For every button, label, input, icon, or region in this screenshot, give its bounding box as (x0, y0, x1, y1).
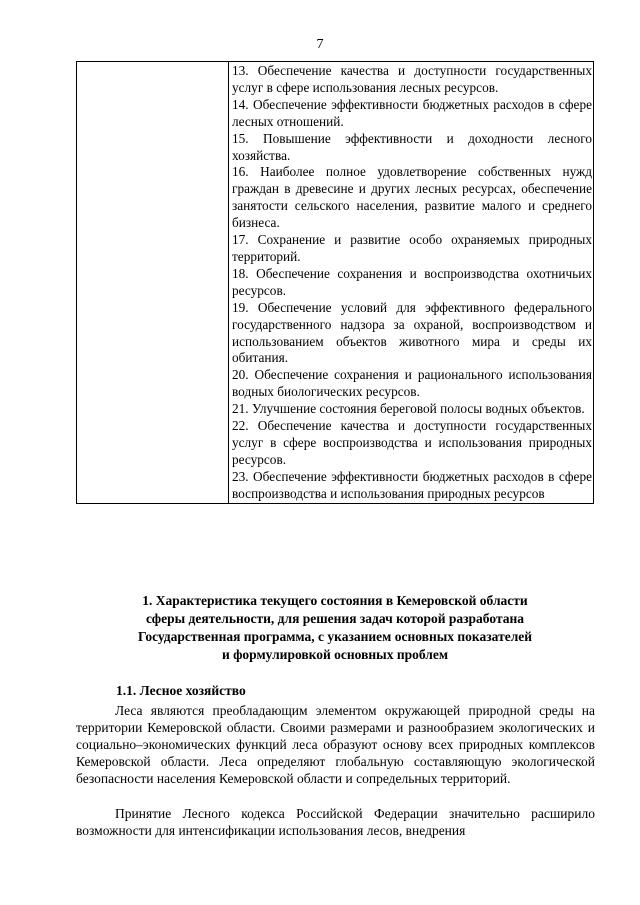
section-heading-line: и формулировкой основных проблем (221, 647, 449, 662)
section-heading-line: Государственная программа, с указанием основных показателей (137, 629, 533, 644)
goals-cell (229, 62, 594, 504)
goal-item: 21. Улучшение состояния береговой полосы водных объектов. (232, 401, 585, 417)
section-heading-line: 1. Характеристика текущего состояния в Кемеровской области (142, 593, 528, 608)
goals-table (76, 61, 594, 504)
goal-item: 23. Обеспечение эффективности бюджетных расходов в сфере воспроизводства и использования природных ресурсов (232, 468, 592, 501)
goal-item: 17. Сохранение и развитие особо охраняемых природных территорий. (232, 232, 592, 264)
goal-item: 13. Обеспечение качества и доступности государственных услуг в сфере использования лесных ресурсов. (232, 63, 592, 95)
empty-cell (77, 62, 229, 504)
body-paragraph: Принятие Лесного кодекса Российской Федерации значительно расширило возможности для интенсификации использования лесов, внедрения (76, 806, 595, 839)
goal-item: 20. Обеспечение сохранения и рационального использования водных биологических ресурсов. (232, 367, 592, 400)
goal-item: 22. Обеспечение качества и доступности государственных услуг в сфере воспроизводства и использования природных ресурсов. (232, 418, 592, 467)
goal-item: 14. Обеспечение эффективности бюджетных расходов в сфере лесных отношений. (232, 96, 592, 129)
body-paragraph: Леса являются преобладающим элементом окружающей природной среды на территории Кемеровской области. Своими размерами и разнообразием экологических и социально–экономических функций леса образуют основу всех природных комплексов Кемеровской области. Леса определяют глобальную составляющую экологической безопасности населения Кемеровской области и сопредельных территорий. (76, 703, 595, 787)
goal-item: 19. Обеспечение условий для эффективного федерального государственного надзора за охраной, воспроизводством и использованием объектов животного мира и среды их обитания. (232, 299, 592, 366)
goal-item: 18. Обеспечение сохранения и воспроизводства охотничьих ресурсов. (232, 265, 592, 298)
goal-item: 16. Наиболее полное удовлетворение собственных нужд граждан в древесине и других лесных ресурсах, обеспечение занятости сельского населения, развитие малого и среднего бизнеса. (232, 164, 592, 231)
subsection-heading: 1.1. Лесное хозяйство (116, 683, 246, 698)
section-heading-line: сферы деятельности, для решения задач которой разработана (145, 611, 525, 626)
page-number: 7 (316, 37, 324, 52)
goal-item: 15. Повышение эффективности и доходности лесного хозяйства. (232, 130, 592, 163)
section-heading (76, 592, 594, 664)
table-row (77, 62, 594, 504)
